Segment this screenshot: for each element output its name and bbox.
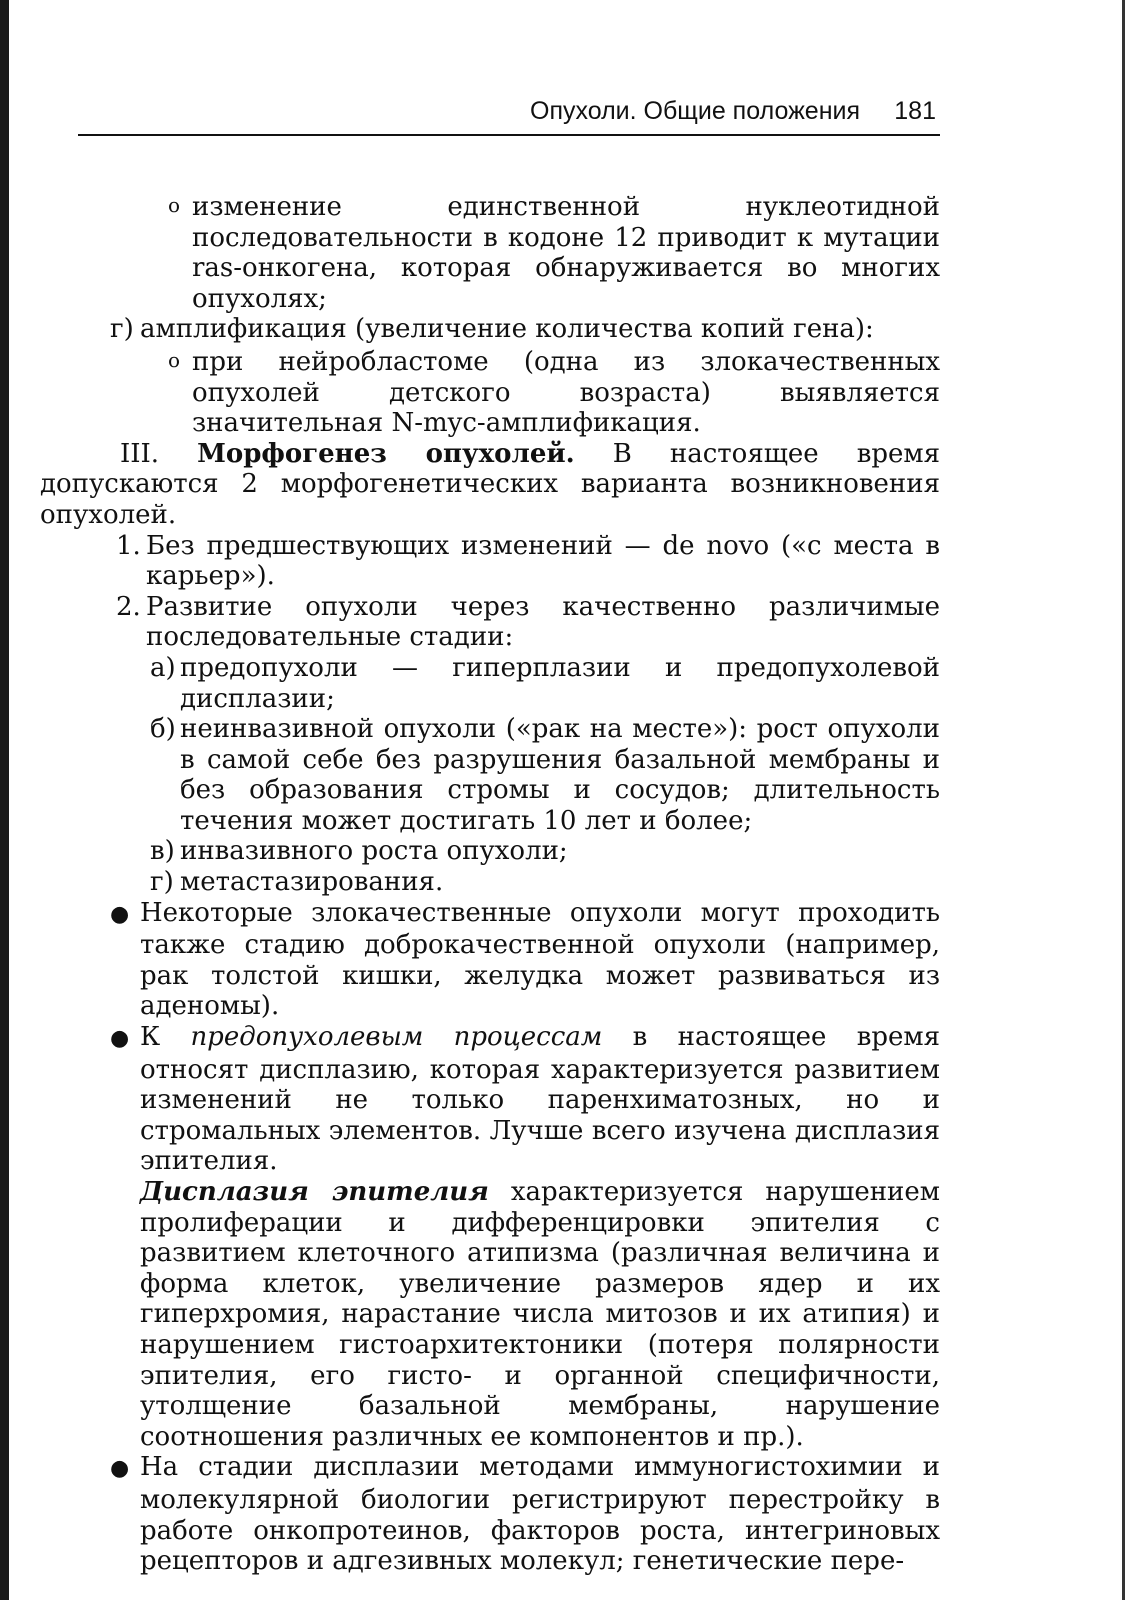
list-item: o при нейробластоме (одна из злокачественных опухолей детского возраста) выявляется значительная N-myc-амплификация. xyxy=(168,346,940,439)
paragraph: Дисплазия эпителия характеризуется нарушением пролиферации и дифференцировки эпителия с развитием клеточного атипизма (различная величина и форма клеток, увеличение размеров ядер и их гиперхромия, нарастание числа митозов и их атипия) и нарушением гистоархитектоники (потеря полярности эпителия, его гисто- и органной специфичности, утолщение базальной мембраны, нарушение соотношения различных ее компонентов и пр.). xyxy=(140,1177,940,1452)
running-header xyxy=(78,94,940,136)
list-item: ● Некоторые злокачественные опухоли могут проходить также стадию доброкачественной опухоли (например, рак толстой кишки, желудка может развиваться из аденомы). xyxy=(110,897,940,1022)
list-item: а) предопухоли — гиперплазии и предопухолевой дисплазии; xyxy=(150,652,940,714)
dot-bullet: ● xyxy=(110,1456,130,1482)
page-number: 181 xyxy=(894,97,936,125)
page-body xyxy=(40,190,940,1577)
list-item: 2. Развитие опухоли через качественно различимые последовательные стадии: xyxy=(116,591,940,653)
list-item: г) амплификация (увеличение количества копий гена): xyxy=(110,314,874,345)
dot-bullet: ● xyxy=(110,901,130,927)
list-item: б) неинвазивной опухоли («рак на месте»): рост опухоли в самой себе без разрушения базальной мембраны и без образования стромы и сосудов; длительность течения может достигать 10 лет и более; xyxy=(150,714,940,836)
list-item: ● На стадии дисплазии методами иммуногистохимии и молекулярной биологии регистрируют перестройку в работе онкопротеинов, факторов роста, интегриновых рецепторов и адгезивных молекул; генетические пере- xyxy=(110,1452,940,1577)
list-item: o изменение единственной нуклеотидной последовательности в кодоне 12 приводит к мутации ras-онкогена, которая обнаруживается во многих опухолях; xyxy=(168,192,940,314)
list-item: г) метастазирования. xyxy=(150,867,444,898)
section-heading: Морфогенез опухолей. xyxy=(197,438,575,469)
running-title: Опухоли. Общие положения xyxy=(530,97,860,125)
circle-bullet: o xyxy=(168,193,181,217)
term-heading: Дисплазия эпителия xyxy=(140,1177,489,1207)
section-paragraph: III. Морфогенез опухолей. В настоящее время допускаются 2 морфогенетических варианта возникновения опухолей. xyxy=(40,438,940,530)
dot-bullet: ● xyxy=(110,1026,130,1052)
list-item: 1. Без предшествующих изменений — de novo («с места в карьер»). xyxy=(116,530,940,592)
list-item: в) инвазивного роста опухоли; xyxy=(150,836,568,867)
list-item: ● К предопухолевым процессам в настоящее время относят дисплазию, которая характеризуется развитием изменений не только паренхиматозных, но и стромальных элементов. Лучше всего изучена дисплазия эпителия. xyxy=(110,1022,940,1177)
circle-bullet: o xyxy=(168,347,181,372)
scan-edge-left xyxy=(0,0,9,1600)
